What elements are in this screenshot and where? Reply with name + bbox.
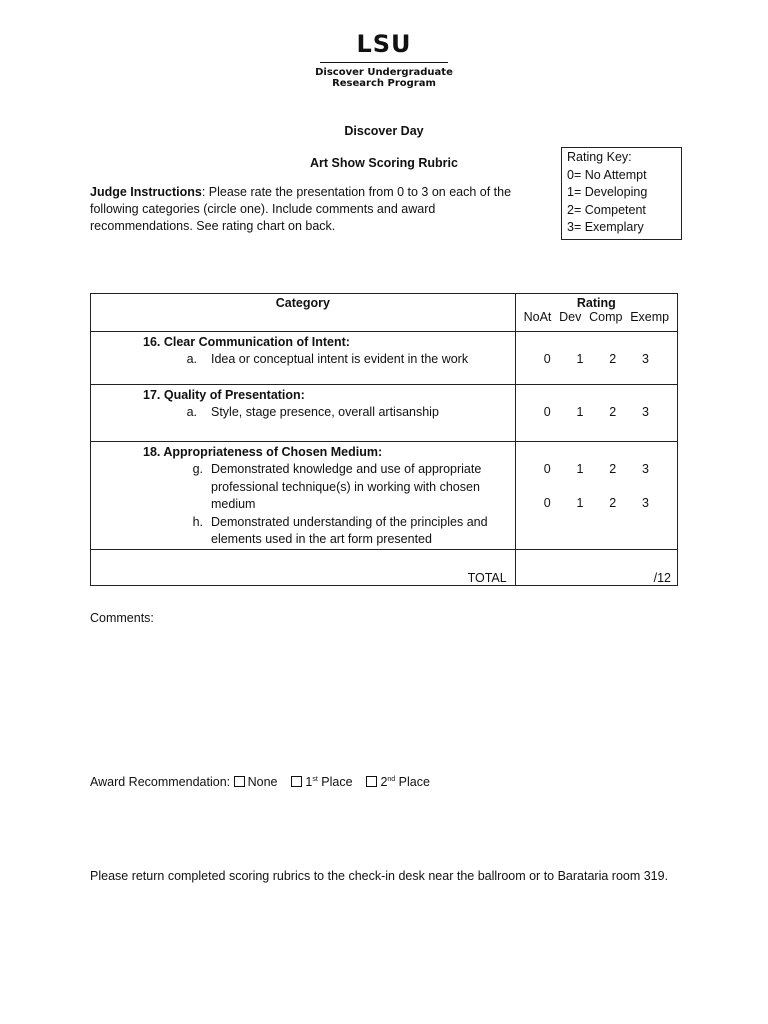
section-17-rating xyxy=(515,385,677,442)
table-row xyxy=(91,332,678,385)
score-0[interactable]: 0 xyxy=(543,496,551,510)
criterion-text: Demonstrated understanding of the principles and elements used in the art form presented xyxy=(211,514,488,546)
header-rating-title: Rating xyxy=(576,296,616,310)
section-17 xyxy=(91,385,516,442)
logo-rule xyxy=(320,62,448,63)
rating-key-title: Rating Key: xyxy=(567,150,632,164)
score-1[interactable]: 1 xyxy=(576,352,584,366)
criterion-label: a. xyxy=(186,352,197,366)
score-1[interactable]: 1 xyxy=(576,496,584,510)
score-1[interactable]: 1 xyxy=(576,462,584,476)
score-0[interactable]: 0 xyxy=(543,462,551,476)
award-first-text: Place xyxy=(317,775,353,789)
score-2[interactable]: 2 xyxy=(609,496,617,510)
checkbox-none[interactable] xyxy=(234,776,245,787)
section-18 xyxy=(91,442,516,550)
rating-key-3: 3= Exemplary xyxy=(567,220,644,234)
rating-key xyxy=(561,147,682,240)
criterion-label: a. xyxy=(186,405,197,419)
score-3[interactable]: 3 xyxy=(642,405,649,419)
col-comp: Comp xyxy=(589,310,623,324)
page-subtitle: Art Show Scoring Rubric xyxy=(310,156,458,170)
score-3[interactable]: 3 xyxy=(642,462,649,476)
criterion-item xyxy=(91,351,515,369)
rating-key-2: 2= Competent xyxy=(567,202,646,217)
comments-label: Comments: xyxy=(90,611,154,625)
table-row xyxy=(91,385,678,442)
section-16-rating xyxy=(515,332,677,385)
col-dev: Dev xyxy=(559,310,582,324)
rubric-table xyxy=(90,293,678,586)
logo-line-2: Research Program xyxy=(332,78,436,89)
score-3[interactable]: 3 xyxy=(642,496,649,510)
table-header-row xyxy=(91,294,678,332)
criterion-label: g. xyxy=(192,462,203,476)
criterion-item xyxy=(91,514,515,549)
lsu-logo xyxy=(0,30,768,89)
criterion-text: Demonstrated knowledge and use of appropriate professional technique(s) in working with chosen medium xyxy=(211,462,482,511)
rating-key-0: 0= No Attempt xyxy=(567,167,647,182)
section-heading: 17. Quality of Presentation: xyxy=(143,388,305,402)
criterion-label: h. xyxy=(192,514,203,529)
col-noat: NoAt xyxy=(523,310,552,324)
total-row xyxy=(91,549,678,585)
score-0[interactable]: 0 xyxy=(543,405,551,419)
section-18-rating xyxy=(515,442,677,550)
return-note: Please return completed scoring rubrics to the check-in desk near the ballroom or to Barataria room 319. xyxy=(90,869,669,883)
header-category: Category xyxy=(91,294,516,332)
col-exemp: Exemp xyxy=(630,310,670,324)
checkbox-first-place[interactable] xyxy=(291,776,302,787)
checkbox-second-place[interactable] xyxy=(366,776,377,787)
award-second-num: 2 xyxy=(380,775,388,789)
score-0[interactable]: 0 xyxy=(543,352,551,366)
logo-line-1: Discover Undergraduate xyxy=(315,67,453,78)
award-second-label xyxy=(380,775,430,789)
instructions-text: : Please rate the presentation from 0 to 3 on each of the following categories (circle one). Include comments and award recommendations. See rating chart on back. xyxy=(90,185,512,233)
section-heading: 18. Appropriateness of Chosen Medium: xyxy=(143,445,383,459)
logo-mark: LSU xyxy=(356,30,412,58)
score-options xyxy=(516,404,677,421)
criterion-text: Idea or conceptual intent is evident in the work xyxy=(211,352,469,366)
criterion-item xyxy=(91,404,515,422)
criterion-item xyxy=(91,461,515,514)
award-second-text: Place xyxy=(395,775,430,789)
page-title: Discover Day xyxy=(344,124,424,138)
score-3[interactable]: 3 xyxy=(642,352,649,366)
award-label: Award Recommendation: xyxy=(90,775,234,789)
table-row xyxy=(91,442,678,550)
criterion-text: Style, stage presence, overall artisanship xyxy=(211,405,439,419)
award-first-label xyxy=(305,775,352,789)
award-recommendation xyxy=(90,775,430,789)
score-options xyxy=(516,495,677,512)
award-second-sup: nd xyxy=(387,775,396,783)
score-options xyxy=(516,351,677,368)
award-first-num: 1 xyxy=(305,775,313,789)
score-2[interactable]: 2 xyxy=(609,405,617,419)
judge-instructions xyxy=(90,184,530,235)
section-16 xyxy=(91,332,516,385)
score-2[interactable]: 2 xyxy=(609,462,617,476)
header-rating xyxy=(515,294,677,332)
section-heading: 16. Clear Communication of Intent: xyxy=(143,335,350,349)
score-2[interactable]: 2 xyxy=(609,352,617,366)
rating-key-1: 1= Developing xyxy=(567,185,648,199)
total-value[interactable]: /12 xyxy=(515,549,677,585)
award-none-label: None xyxy=(247,775,278,789)
total-label: TOTAL xyxy=(91,549,516,585)
award-first-sup: st xyxy=(312,775,318,783)
score-options xyxy=(516,461,677,478)
instructions-label: Judge Instructions xyxy=(90,185,202,199)
rating-columns xyxy=(516,310,677,324)
score-1[interactable]: 1 xyxy=(576,405,584,419)
